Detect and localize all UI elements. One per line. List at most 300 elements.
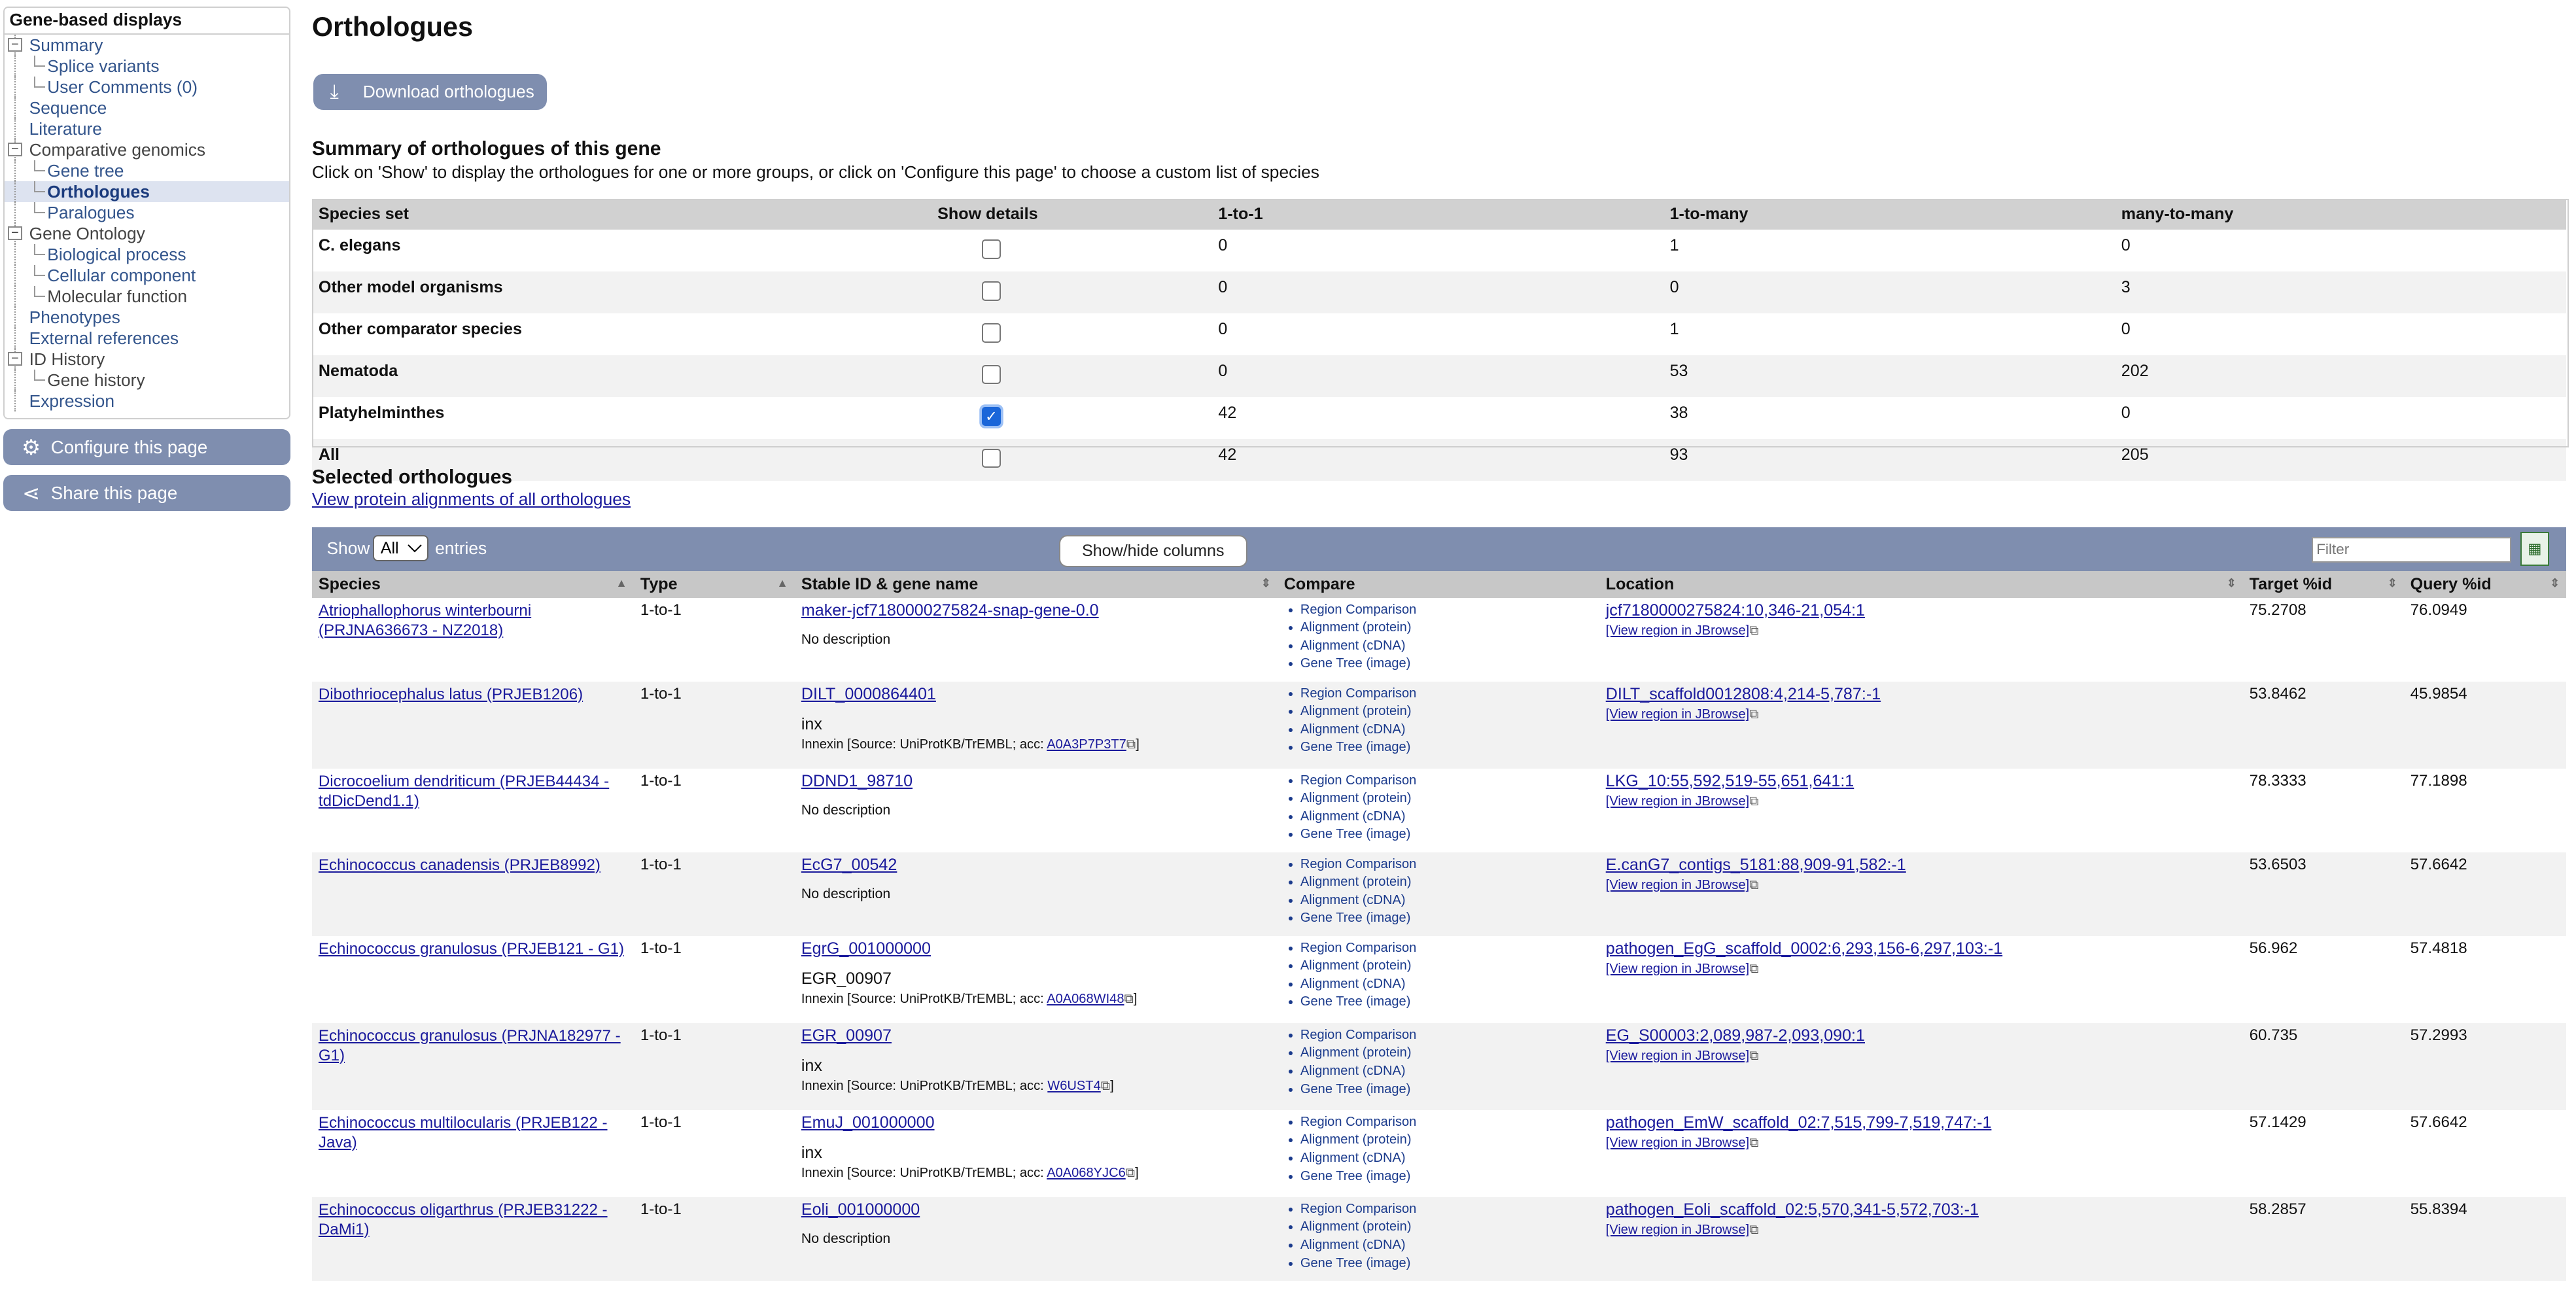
gene-id-link[interactable]: EGR_00907 <box>801 1026 892 1045</box>
external-link-icon: ⧉ <box>1749 1135 1759 1150</box>
location-link[interactable]: jcf7180000275824:10,346-21,054:1 <box>1605 601 1866 620</box>
show-details-checkbox[interactable] <box>982 239 1001 258</box>
sort-both-icon: ⇕ <box>2226 576 2237 589</box>
sidebar-item-label: Splice variants <box>47 56 160 76</box>
filter-input[interactable] <box>2312 537 2511 563</box>
one-to-one-count: 0 <box>1218 236 1228 255</box>
sidebar-item[interactable] <box>5 244 289 265</box>
sidebar-item-label: Summary <box>29 35 103 55</box>
table-controls <box>312 527 2566 572</box>
gene-id-link[interactable]: EgrG_001000000 <box>801 939 931 958</box>
sidebar-item[interactable] <box>5 118 289 139</box>
query-id-cell: 57.6642 <box>2410 1113 2467 1131</box>
uniprot-acc-link[interactable]: W6UST4 <box>1047 1079 1101 1094</box>
orthologue-row <box>312 936 2566 1023</box>
query-id-cell: 55.8394 <box>2404 1197 2567 1281</box>
uniprot-acc-link[interactable]: A0A068YJC6 <box>1047 1166 1126 1181</box>
orthologue-row <box>312 598 2566 682</box>
type-cell: 1-to-1 <box>640 939 682 957</box>
external-link-icon: ⧉ <box>1100 1079 1111 1094</box>
location-cell <box>1599 936 2243 1023</box>
configure-page-button[interactable]: ⚙ Configure this page <box>3 429 290 465</box>
one-to-one-count: 0 <box>1211 355 1663 397</box>
location-cell <box>1599 598 2243 682</box>
one-to-one-count: 42 <box>1218 404 1237 423</box>
collapse-icon[interactable]: − <box>8 38 22 52</box>
compare-list <box>1284 1026 1593 1098</box>
download-icon: ⤓ <box>330 80 339 103</box>
external-link-icon: ⧉ <box>1749 1048 1759 1063</box>
compare-link[interactable]: • Alignment (cDNA) <box>1300 1062 1593 1081</box>
species-link[interactable]: Echinococcus multilocularis (PRJEB122 - Java) <box>318 1113 608 1151</box>
sidebar-item-label: Molecular function <box>47 286 188 306</box>
source-text: Innexin [Source: UniProtKB/TrEMBL; acc: <box>801 1079 1044 1094</box>
gene-id-link[interactable]: DDND1_98710 <box>801 771 913 790</box>
gene-cell <box>795 852 1278 936</box>
sidebar-item-label: Gene tree <box>47 160 124 181</box>
species-set-name: Other model organisms <box>312 271 931 313</box>
summary-row <box>312 397 2566 439</box>
compare-link[interactable]: • Alignment (protein) <box>1300 790 1593 808</box>
compare-list <box>1284 1200 1593 1272</box>
gene-name: inx <box>801 1144 822 1162</box>
compare-link[interactable]: • Alignment (cDNA) <box>1300 892 1593 910</box>
gene-id-link[interactable]: DILT_0000864401 <box>801 684 936 703</box>
sidebar-item[interactable] <box>5 77 289 97</box>
compare-list <box>1284 772 1593 844</box>
export-spreadsheet-icon[interactable]: ▦ <box>2520 532 2549 566</box>
view-jbrowse-link[interactable]: [View region in JBrowse] <box>1605 877 1750 892</box>
tree-connector <box>34 286 45 297</box>
compare-link[interactable]: • Alignment (cDNA) <box>1300 721 1593 739</box>
gene-cell <box>795 682 1278 769</box>
col-location[interactable]: Location ⇕ <box>1599 571 2243 597</box>
orthologue-row <box>312 682 2566 769</box>
sidebar-item <box>5 349 289 370</box>
show-details-cell <box>931 271 1211 313</box>
gene-name: EGR_00907 <box>801 969 892 988</box>
orthologue-row <box>312 852 2566 936</box>
many-to-many-count: 0 <box>2121 236 2131 255</box>
location-link[interactable]: LKG_10:55,592,519-55,651,641:1 <box>1605 771 1854 790</box>
location-cell <box>1599 1110 2243 1197</box>
source-close: ] <box>1110 1079 1114 1094</box>
compare-link[interactable]: • Gene Tree (image) <box>1300 993 1593 1011</box>
compare-link[interactable]: • Alignment (protein) <box>1300 1131 1593 1149</box>
col-target-id[interactable]: Target %id ⇕ <box>2243 571 2404 597</box>
external-link-icon: ⧉ <box>1125 1166 1136 1181</box>
orthologues-table-panel <box>312 527 2566 1281</box>
sidebar-item[interactable] <box>5 391 289 411</box>
source-text: Innexin [Source: UniProtKB/TrEMBL; acc: <box>801 992 1044 1007</box>
one-to-one-count: 42 <box>1211 439 1663 481</box>
sidebar-item-label: Expression <box>29 391 114 411</box>
sidebar-item-label: Sequence <box>29 97 107 118</box>
sidebar-item-label: ID History <box>29 349 105 369</box>
one-to-many-count: 0 <box>1663 271 2115 313</box>
gene-cell <box>795 936 1278 1023</box>
sort-both-icon: ⇕ <box>1261 576 1271 589</box>
external-link-icon: ⧉ <box>1749 707 1759 722</box>
sidebar-item[interactable] <box>5 97 289 118</box>
species-set-name: Other comparator species <box>318 320 522 339</box>
sort-both-icon: ⇕ <box>2550 576 2560 589</box>
tree-line <box>14 265 16 286</box>
compare-link[interactable]: • Gene Tree (image) <box>1300 655 1593 673</box>
uniprot-acc-link[interactable]: A0A068WI48 <box>1047 992 1124 1007</box>
species-link[interactable]: Atriophallophorus winterbourni (PRJNA636673 - NZ2018) <box>318 601 532 639</box>
col-stable-id[interactable]: Stable ID & gene name ⇕ <box>795 571 1278 597</box>
external-link-icon: ⧉ <box>1749 961 1759 976</box>
summary-row <box>312 355 2566 397</box>
compare-link[interactable]: • Alignment (protein) <box>1300 957 1593 975</box>
gene-name: inx <box>801 715 822 734</box>
view-jbrowse-link[interactable]: [View region in JBrowse] <box>1605 794 1750 809</box>
tree-line <box>14 391 16 411</box>
many-to-many-count: 202 <box>2115 355 2566 397</box>
compare-cell <box>1278 1023 1599 1110</box>
tree-connector <box>34 56 45 67</box>
location-link[interactable]: E.canG7_contigs_5181:88,909-91,582:-1 <box>1605 855 1906 874</box>
entries-label: entries <box>435 538 487 559</box>
sidebar-item[interactable] <box>5 56 289 77</box>
sidebar-item <box>5 370 289 391</box>
gene-source <box>801 1166 1271 1181</box>
compare-link[interactable]: • Gene Tree (image) <box>1300 1255 1593 1273</box>
uniprot-acc-link[interactable]: A0A3P7P3T7 <box>1047 737 1126 752</box>
location-link[interactable]: DILT_scaffold0012808:4,214-5,787:-1 <box>1605 684 1881 703</box>
location-link[interactable]: pathogen_Eoli_scaffold_02:5,570,341-5,572,703:-1 <box>1605 1200 1979 1219</box>
gene-description: No description <box>801 631 891 648</box>
share-icon: ⋖ <box>22 480 41 505</box>
compare-cell <box>1278 936 1599 1023</box>
location-link[interactable]: EG_S00003:2,089,987-2,093,090:1 <box>1605 1026 1865 1045</box>
col-compare: Compare <box>1278 571 1599 597</box>
compare-list <box>1284 601 1593 673</box>
page-title: Orthologues <box>311 11 474 42</box>
tree-connector <box>34 265 45 276</box>
col-type[interactable]: Type ▲ <box>634 571 795 597</box>
species-set-name: Nematoda <box>312 355 931 397</box>
show-details-cell <box>931 397 1211 439</box>
location-cell <box>1599 1023 2243 1110</box>
collapse-icon[interactable]: − <box>8 352 22 366</box>
species-link[interactable]: Echinococcus oligarthrus (PRJEB31222 - DaMi1) <box>318 1200 608 1238</box>
sidebar-item[interactable] <box>5 160 289 181</box>
compare-list <box>1284 685 1593 757</box>
query-id-cell: 57.2993 <box>2404 1023 2567 1110</box>
tree-connector <box>34 181 45 192</box>
show-details-cell <box>931 355 1211 397</box>
gene-id-link[interactable]: EcG7_00542 <box>801 855 897 874</box>
species-link[interactable]: Dibothriocephalus latus (PRJEB1206) <box>318 685 583 703</box>
orthologue-row <box>312 1197 2566 1281</box>
download-orthologues-button[interactable]: ⤓ Download orthologues <box>313 74 546 110</box>
query-id-cell: 57.6642 <box>2404 852 2567 936</box>
collapse-icon[interactable]: − <box>8 143 22 157</box>
species-cell <box>312 1197 634 1281</box>
sidebar-item-label: Phenotypes <box>29 307 120 327</box>
tree-connector <box>34 202 45 213</box>
gene-source <box>801 1079 1271 1094</box>
show-details-checkbox[interactable]: ✓ <box>982 407 1001 426</box>
tree-line <box>14 118 16 139</box>
compare-link[interactable]: • Alignment (cDNA) <box>1300 808 1593 826</box>
sidebar-item-label: Gene history <box>47 370 145 390</box>
external-link-icon: ⧉ <box>1749 794 1759 809</box>
species-set-name: All <box>312 439 931 481</box>
tree-line <box>14 370 16 391</box>
species-cell <box>312 598 634 682</box>
sidebar-item-label: External references <box>29 328 179 348</box>
source-close: ] <box>1135 1166 1139 1181</box>
col-one-to-one: 1-to-1 <box>1211 199 1663 230</box>
compare-link[interactable]: • Alignment (protein) <box>1300 619 1593 637</box>
external-link-icon: ⧉ <box>1749 877 1759 892</box>
summary-row <box>312 313 2566 355</box>
sidebar-item <box>5 286 289 307</box>
target-id-cell: 75.2708 <box>2249 601 2306 619</box>
sidebar-item-label: Literature <box>29 118 102 139</box>
sidebar-item-label: Cellular component <box>47 265 196 285</box>
orthologues-table <box>312 571 2566 1280</box>
species-cell <box>312 852 634 936</box>
gene-description: No description <box>801 1231 891 1247</box>
query-id-cell: 77.1898 <box>2410 771 2467 790</box>
source-text: Innexin [Source: UniProtKB/TrEMBL; acc: <box>801 1166 1044 1181</box>
col-show-details: Show details <box>931 199 1211 230</box>
compare-link[interactable]: • Alignment (protein) <box>1300 873 1593 892</box>
compare-cell <box>1278 682 1599 769</box>
compare-link[interactable]: • Gene Tree (image) <box>1300 739 1593 757</box>
show-details-cell <box>931 230 1211 271</box>
col-query-id[interactable]: Query %id ⇕ <box>2404 571 2567 597</box>
tree-connector <box>34 244 45 255</box>
jbrowse-row <box>1606 1223 2237 1238</box>
compare-link[interactable]: • Region Comparison <box>1300 601 1593 620</box>
tree-line <box>14 181 16 202</box>
sidebar-item <box>5 139 289 160</box>
external-link-icon: ⧉ <box>1124 992 1134 1007</box>
compare-cell <box>1278 1197 1599 1281</box>
view-jbrowse-link[interactable]: [View region in JBrowse] <box>1605 623 1750 638</box>
species-cell <box>312 1023 634 1110</box>
show-label: Show <box>326 538 370 559</box>
main-content <box>311 0 2568 1270</box>
sidebar-item-label: Biological process <box>47 244 186 264</box>
location-link[interactable]: pathogen_EgG_scaffold_0002:6,293,156-6,297,103:-1 <box>1605 939 2003 958</box>
sidebar-item[interactable] <box>5 328 289 349</box>
summary-row <box>312 271 2566 313</box>
source-close: ] <box>1133 992 1138 1007</box>
sidebar-item[interactable] <box>5 307 289 328</box>
one-to-many-count: 93 <box>1663 439 2115 481</box>
compare-link[interactable]: • Region Comparison <box>1300 772 1593 790</box>
show-details-checkbox[interactable] <box>982 449 1001 468</box>
one-to-many-count: 53 <box>1663 355 2115 397</box>
orthologue-row <box>312 1110 2566 1197</box>
tree-connector <box>34 77 45 88</box>
show-details-checkbox[interactable] <box>982 365 1001 384</box>
target-id-cell: 57.1429 <box>2249 1113 2306 1131</box>
gene-id-link[interactable]: maker-jcf7180000275824-snap-gene-0.0 <box>801 601 1099 620</box>
show-details-checkbox[interactable] <box>982 281 1001 300</box>
tree-line <box>14 56 16 77</box>
compare-link[interactable]: • Alignment (cDNA) <box>1300 1236 1593 1255</box>
location-cell <box>1599 682 2243 769</box>
gear-icon: ⚙ <box>22 434 41 459</box>
target-id-cell: 60.735 <box>2243 1023 2404 1110</box>
sidebar-item[interactable] <box>5 202 289 223</box>
location-cell <box>1599 769 2243 852</box>
compare-cell <box>1278 1110 1599 1197</box>
compare-link[interactable]: • Region Comparison <box>1300 939 1593 958</box>
compare-link[interactable]: • Gene Tree (image) <box>1300 909 1593 928</box>
jbrowse-row <box>1606 707 2237 722</box>
species-cell <box>312 1110 634 1197</box>
many-to-many-count: 205 <box>2115 439 2566 481</box>
entries-select[interactable] <box>373 535 428 561</box>
gene-source <box>801 992 1271 1007</box>
view-jbrowse-link[interactable]: [View region in JBrowse] <box>1605 1048 1750 1063</box>
view-protein-alignments-link[interactable]: View protein alignments of all orthologues <box>311 489 631 509</box>
type-cell: 1-to-1 <box>634 682 795 769</box>
one-to-many-count: 1 <box>1669 320 1679 339</box>
compare-link[interactable]: • Region Comparison <box>1300 1200 1593 1219</box>
view-jbrowse-link[interactable]: [View region in JBrowse] <box>1605 961 1750 976</box>
many-to-many-count: 0 <box>2121 404 2131 423</box>
one-to-one-count: 0 <box>1218 320 1228 339</box>
gene-nav-tree <box>3 7 290 419</box>
compare-link[interactable]: • Alignment (protein) <box>1300 703 1593 721</box>
type-cell: 1-to-1 <box>640 601 682 619</box>
tree-line <box>14 160 16 181</box>
compare-link[interactable]: • Gene Tree (image) <box>1300 826 1593 844</box>
tree-line <box>14 77 16 97</box>
gene-id-link[interactable]: EmuJ_001000000 <box>801 1113 935 1132</box>
tree-line <box>14 286 16 307</box>
sidebar-item-label: Comparative genomics <box>29 139 206 160</box>
jbrowse-row <box>1606 794 2237 809</box>
target-id-cell: 53.6503 <box>2243 852 2404 936</box>
species-link[interactable]: Dicrocoelium dendriticum (PRJEB44434 - tdDicDend1.1) <box>318 772 610 810</box>
show-details-checkbox[interactable] <box>982 323 1001 342</box>
summary-row <box>312 439 2566 481</box>
gene-name: inx <box>801 1056 822 1075</box>
compare-link[interactable]: • Region Comparison <box>1300 856 1593 874</box>
target-id-cell: 58.2857 <box>2243 1197 2404 1281</box>
one-to-many-count: 38 <box>1669 404 1688 423</box>
species-link[interactable]: Echinococcus canadensis (PRJEB8992) <box>318 856 600 874</box>
one-to-one-count: 0 <box>1211 271 1663 313</box>
col-many-to-many: many-to-many <box>2115 199 2566 230</box>
source-close: ] <box>1136 737 1140 752</box>
compare-link[interactable]: • Alignment (protein) <box>1300 1044 1593 1062</box>
collapse-icon[interactable]: − <box>8 226 22 241</box>
compare-cell <box>1278 852 1599 936</box>
type-cell: 1-to-1 <box>640 771 682 790</box>
view-jbrowse-link[interactable]: [View region in JBrowse] <box>1605 1135 1750 1150</box>
source-text: Innexin [Source: UniProtKB/TrEMBL; acc: <box>801 737 1044 752</box>
compare-list <box>1284 1113 1593 1185</box>
many-to-many-count: 3 <box>2115 271 2566 313</box>
compare-link[interactable]: • Gene Tree (image) <box>1300 1168 1593 1186</box>
sort-asc-icon: ▲ <box>616 576 627 589</box>
type-cell: 1-to-1 <box>634 1197 795 1281</box>
sidebar-item-label: Paralogues <box>47 202 135 222</box>
compare-link[interactable]: • Alignment (cDNA) <box>1300 1149 1593 1168</box>
query-id-cell: 45.9854 <box>2404 682 2567 769</box>
jbrowse-row <box>1606 962 2237 977</box>
target-id-cell: 56.962 <box>2249 939 2298 957</box>
view-jbrowse-link[interactable]: [View region in JBrowse] <box>1605 707 1750 722</box>
gene-cell <box>795 598 1278 682</box>
tree-connector <box>34 370 45 381</box>
sidebar-item-label: User Comments (0) <box>47 77 198 97</box>
compare-link[interactable]: • Region Comparison <box>1300 685 1593 703</box>
jbrowse-row <box>1606 878 2237 893</box>
target-id-cell: 53.8462 <box>2243 682 2404 769</box>
selected-orthologues-title: Selected orthologues <box>311 466 513 488</box>
orthologue-row <box>312 769 2566 852</box>
tree-line <box>14 307 16 328</box>
species-link[interactable]: Echinococcus granulosus (PRJEB121 - G1) <box>318 939 624 958</box>
location-cell <box>1599 1197 2243 1281</box>
sidebar-item[interactable] <box>5 35 289 56</box>
external-link-icon: ⧉ <box>1749 1222 1759 1237</box>
summary-title: Summary of orthologues of this gene <box>311 137 661 160</box>
compare-link[interactable]: • Gene Tree (image) <box>1300 1081 1593 1099</box>
view-jbrowse-link[interactable]: [View region in JBrowse] <box>1605 1222 1750 1237</box>
many-to-many-count: 0 <box>2121 320 2131 339</box>
type-cell: 1-to-1 <box>634 852 795 936</box>
share-page-button[interactable]: ⋖ Share this page <box>3 475 290 511</box>
location-link[interactable]: pathogen_EmW_scaffold_02:7,515,799-7,519,747:-1 <box>1605 1113 1992 1132</box>
nav-tree-heading: Gene-based displays <box>5 10 289 35</box>
sort-asc-icon: ▲ <box>776 576 788 589</box>
sidebar-item <box>5 223 289 244</box>
jbrowse-row <box>1606 1136 2237 1151</box>
compare-link[interactable]: • Alignment (protein) <box>1300 1218 1593 1236</box>
species-cell <box>312 682 634 769</box>
gene-id-link[interactable]: Eoli_001000000 <box>801 1200 920 1219</box>
species-link[interactable]: Echinococcus granulosus (PRJNA182977 - G1) <box>318 1026 621 1064</box>
jbrowse-row <box>1606 623 2237 638</box>
query-id-cell: 76.0949 <box>2410 601 2467 619</box>
gene-cell <box>795 1023 1278 1110</box>
sidebar-item[interactable] <box>5 181 289 202</box>
col-species[interactable]: Species ▲ <box>312 571 634 597</box>
species-set-name: Platyhelminthes <box>318 404 445 423</box>
gene-cell <box>795 769 1278 852</box>
sidebar-item-label: Orthologues <box>47 181 150 201</box>
compare-link[interactable]: • Alignment (cDNA) <box>1300 975 1593 994</box>
compare-link[interactable]: • Alignment (cDNA) <box>1300 637 1593 655</box>
compare-link[interactable]: • Region Comparison <box>1300 1113 1593 1132</box>
sidebar-item-label: Gene Ontology <box>29 223 145 243</box>
show-hide-columns-button[interactable]: Show/hide columns <box>1059 535 1247 567</box>
sidebar-item[interactable] <box>5 265 289 286</box>
gene-source <box>801 737 1271 752</box>
show-details-cell <box>931 313 1211 355</box>
location-cell <box>1599 852 2243 936</box>
compare-link[interactable]: • Region Comparison <box>1300 1026 1593 1045</box>
tree-line <box>14 244 16 265</box>
external-link-icon: ⧉ <box>1749 623 1759 638</box>
tree-connector <box>34 160 45 171</box>
compare-list <box>1284 939 1593 1011</box>
col-species-set: Species set <box>312 199 931 230</box>
